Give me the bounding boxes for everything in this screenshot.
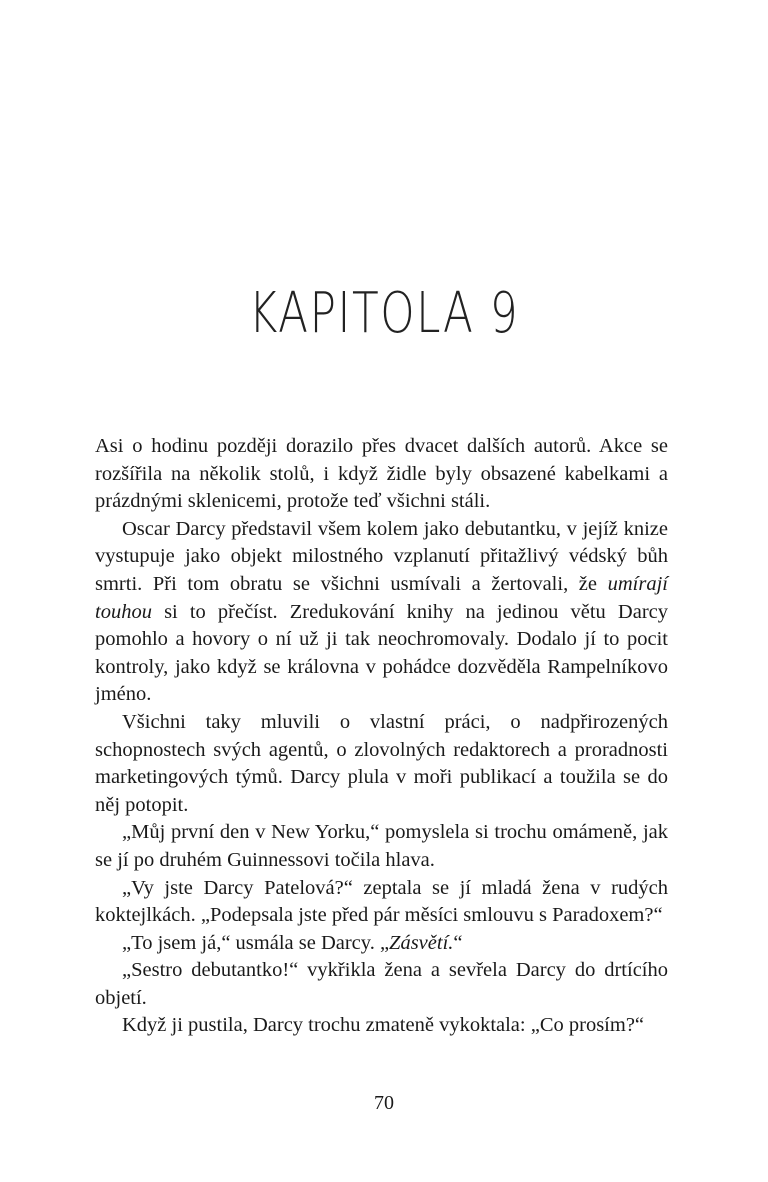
text-run: Asi o hodinu později dorazilo přes dvacet dalších autorů. Akce se rozšířila na několik stolů, i když židle byly obsazené kabelkami a prázdnými sklenicemi, protože teď všichni stáli.	[95, 435, 668, 513]
paragraph	[95, 516, 668, 709]
paragraph	[95, 957, 668, 1012]
page-number: 70	[374, 1092, 394, 1114]
text-run: si to přečíst. Zredukování knihy na jedinou větu Darcy pomohlo a hovory o ní už ji tak neochromovaly. Dodalo jí to pocit kontroly, jako když se královna v pohádce dozvěděla Rampelníkovo jméno.	[95, 600, 668, 706]
italic-text: umírají touhou	[95, 572, 668, 623]
text-run: „Sestro debutantko!“ vykřikla žena a sevřela Darcy do drtícího objetí.	[95, 959, 668, 1009]
paragraph	[95, 819, 668, 874]
chapter-title: KAPITOLA 9	[248, 280, 520, 346]
text-run: Oscar Darcy představil všem kolem jako debutantku, v jejíž knize vystupuje jako objekt milostného vzplanutí přitažlivý védský bůh smrti. Při tom obratu se všichni usmívali a žertovali, že	[95, 517, 668, 595]
paragraph	[95, 433, 668, 516]
text-run: Všichni taky mluvili o vlastní práci, o nadpřirozených schopnostech svých agentů, o zlovolných redaktorech a proradnosti marketingových týmů. Darcy plula v moři publikací a toužila se do něj potopit.	[95, 710, 668, 816]
paragraph	[95, 875, 668, 930]
italic-text: Zásvětí.	[389, 931, 454, 954]
text-run: Když ji pustila, Darcy trochu zmateně vykoktala: „Co prosím?“	[122, 1014, 645, 1037]
text-run: „Vy jste Darcy Patelová?“ zeptala se jí mladá žena v rudých koktejlkách. „Podepsala jste před pár měsíci smlouvu s Paradoxem?“	[95, 876, 668, 927]
paragraph	[95, 1012, 668, 1040]
chapter-body	[95, 433, 668, 1040]
paragraph	[95, 709, 668, 819]
text-run: „Můj první den v New Yorku,“ pomyslela si trochu omámeně, jak se jí po druhém Guinnessovi točila hlava.	[95, 821, 668, 871]
text-run: „To jsem já,“ usmála se Darcy. „	[122, 931, 390, 954]
paragraph	[95, 930, 668, 958]
text-run: “	[453, 931, 463, 954]
